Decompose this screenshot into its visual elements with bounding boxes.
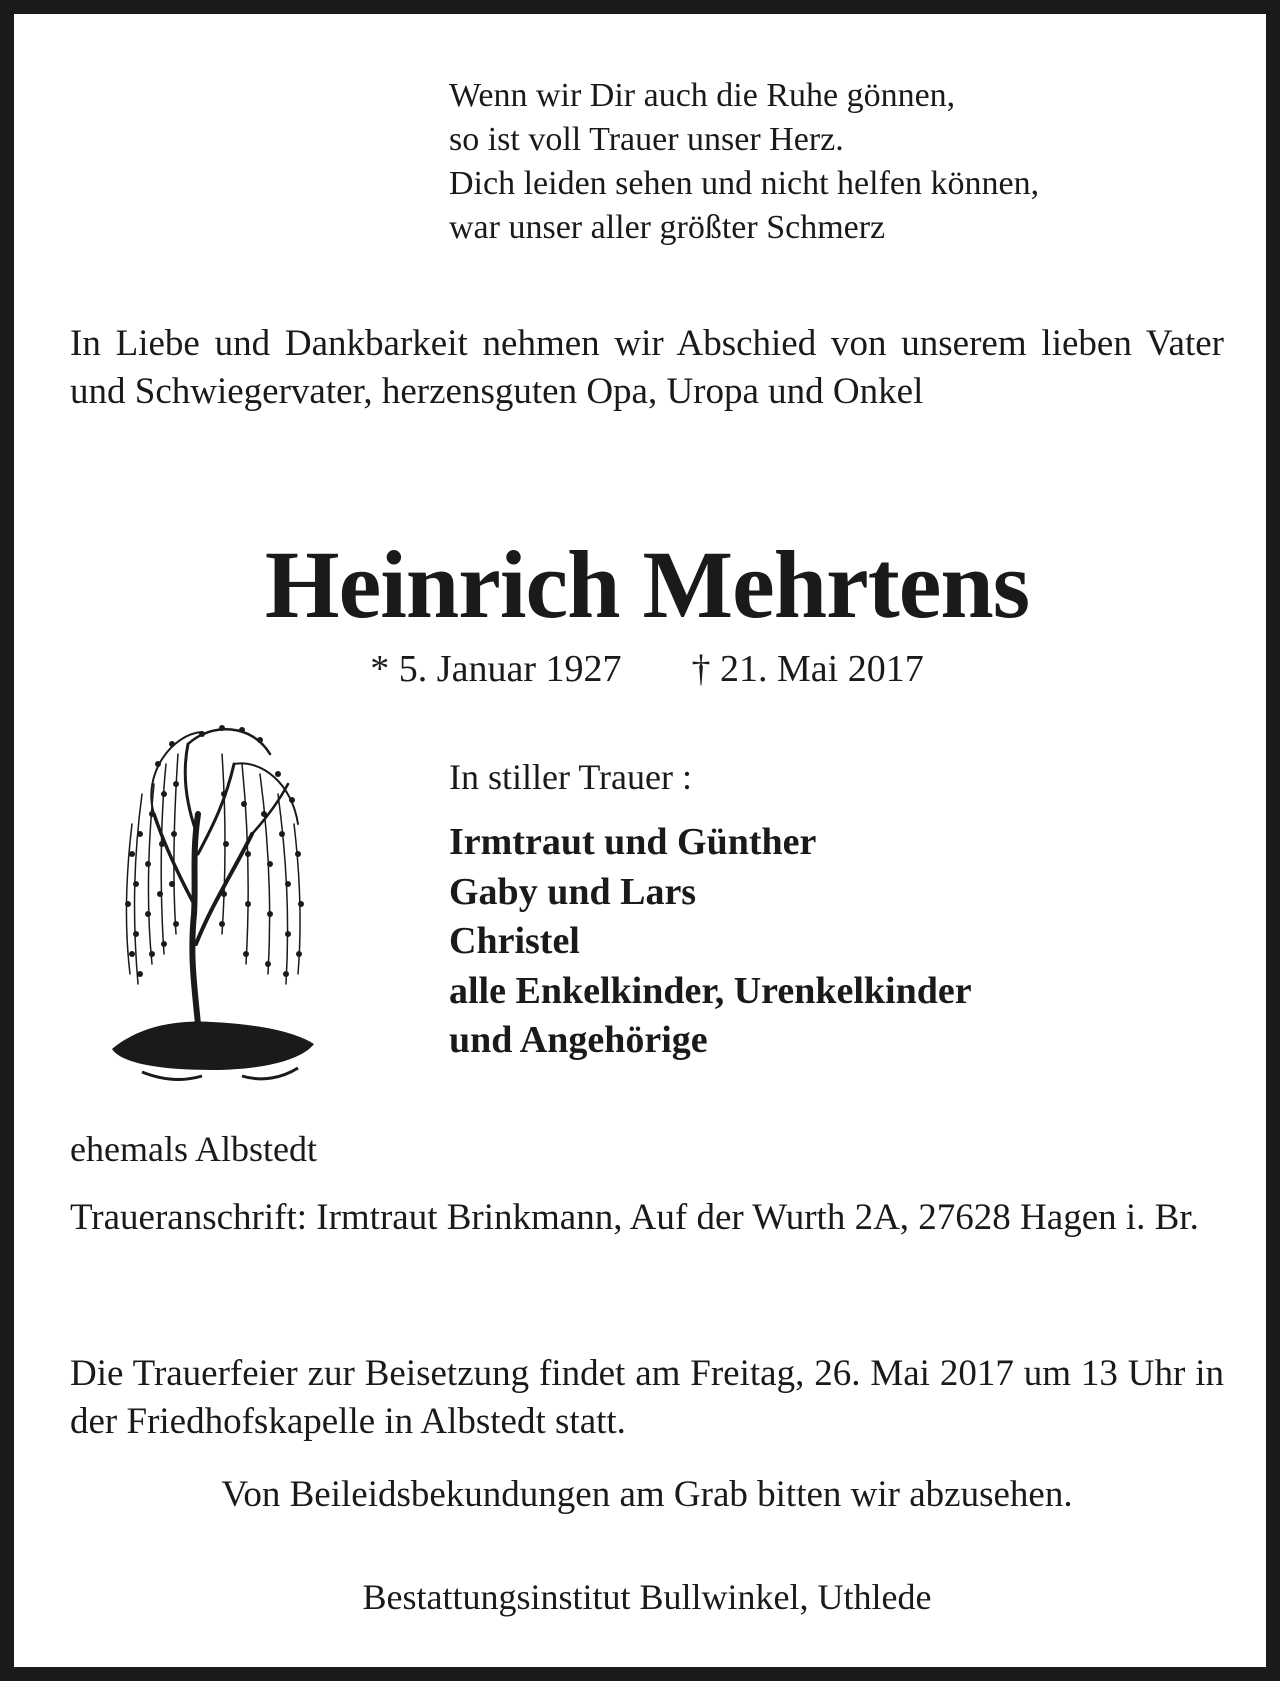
mourner-line: und Angehörige <box>449 1019 708 1061</box>
funeral-home: Bestattungsinstitut Bullwinkel, Uthlede <box>362 1577 932 1617</box>
mourner-line: Christel <box>449 920 580 962</box>
poem-line: Wenn wir Dir auch die Ruhe gönnen, <box>449 77 956 114</box>
mourning-address: Traueranschrift: Irmtraut Brinkmann, Auf der Wurth 2A, 27628 Hagen i. Br. <box>70 1197 1199 1238</box>
life-dates <box>70 644 1224 694</box>
deceased-name: Heinrich Mehrtens <box>264 531 1030 638</box>
weeping-willow-icon <box>102 704 322 1084</box>
mourner-line: Irmtraut und Günther <box>449 821 817 863</box>
poem-line: so ist voll Trauer unser Herz. <box>449 121 844 158</box>
birth-date: * 5. Januar 1927 <box>370 648 622 690</box>
mourner-line: alle Enkelkinder, Urenkelkinder <box>449 969 972 1012</box>
ceremony-info: Die Trauerfeier zur Beisetzung findet am Freitag, 26. Mai 2017 um 13 Uhr in der Friedhofskapelle in Albstedt statt. <box>70 1353 1224 1442</box>
condolence-notice: Von Beileidsbekundungen am Grab bitten wir abzusehen. <box>221 1474 1073 1515</box>
mourner-line: Gaby und Lars <box>449 870 697 913</box>
poem <box>449 74 1249 250</box>
mourning-heading: In stiller Trauer : <box>449 757 692 797</box>
former-residence: ehemals Albstedt <box>70 1129 317 1169</box>
death-date: † 21. Mai 2017 <box>691 648 924 690</box>
poem-line: Dich leiden sehen und nicht helfen können, <box>449 165 1040 202</box>
mourners-list <box>449 818 972 1066</box>
farewell-text: In Liebe und Dankbarkeit nehmen wir Abschied von unserem lieben Vater und Schwiegervater, herzensguten Opa, Uropa und Onkel <box>70 323 1224 412</box>
poem-line: war unser aller größter Schmerz <box>449 209 886 246</box>
